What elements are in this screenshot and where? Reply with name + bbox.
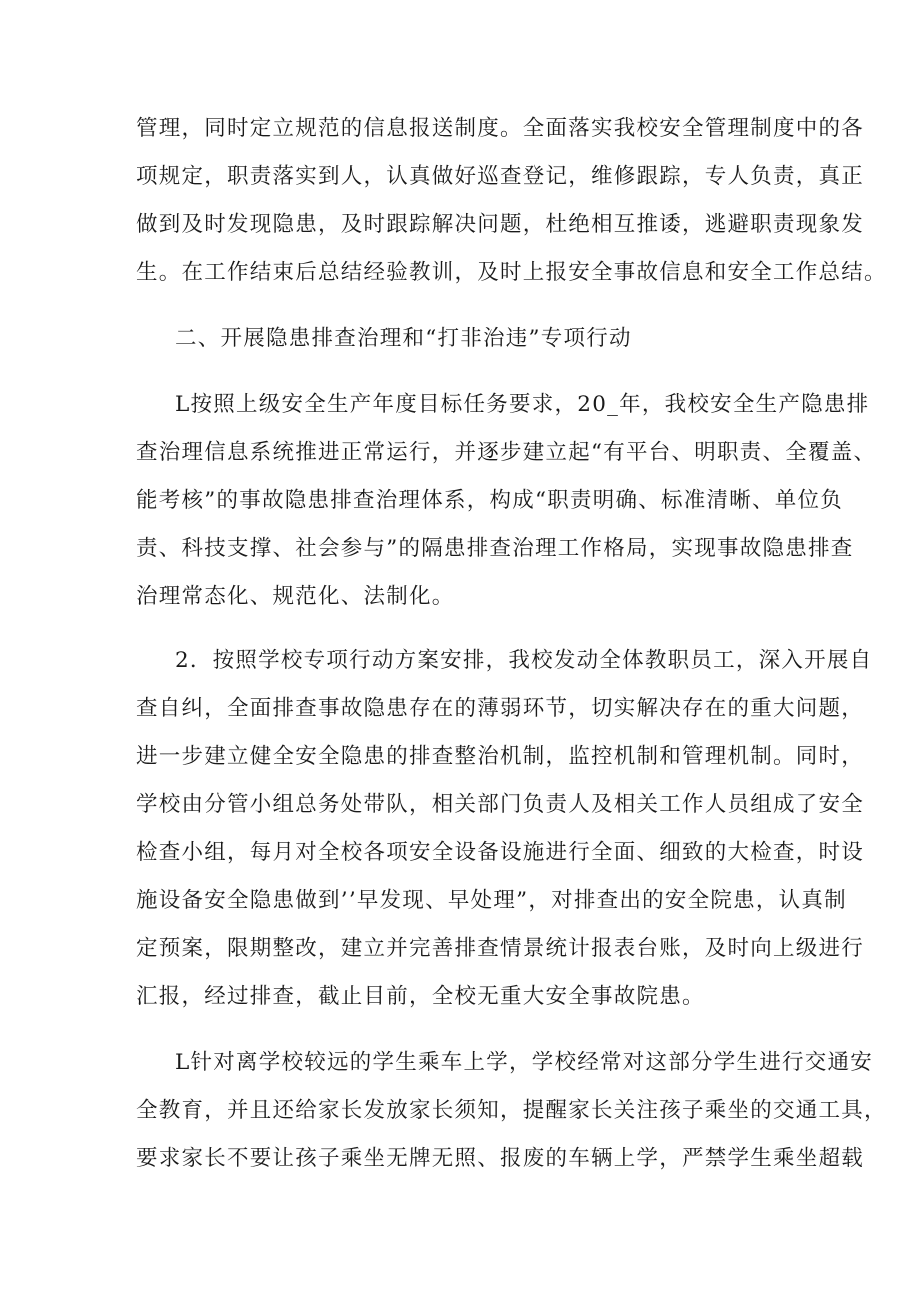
paragraph-line: 要求家长不要让孩子乘坐无牌无照、报废的车辆上学，严禁学生乘坐超载 <box>136 1146 865 1171</box>
paragraph-line: 项规定，职责落实到人，认真做好巡查登记，维修跟踪，专人负责，真正 <box>136 164 865 189</box>
paragraph-line: 施设备安全隐患做到’’早发现、早处理”，对排查出的安全院患，认真制 <box>136 888 847 913</box>
paragraph-line: 查治理信息系统推进正常运行，并逐步建立起“有平台、明职责、全覆盖、 <box>136 440 877 465</box>
paragraph-line: 学校由分管小组总务处带队，相关部门负责人及相关工作人员组成了安全 <box>136 792 865 817</box>
paragraph-line: 管理，同时定立规范的信息报送制度。全面落实我校安全管理制度中的各 <box>136 116 865 141</box>
paragraph-line: 生。在工作结束后总结经验教训，及时上报安全事故信息和安全工作总结。 <box>136 260 887 285</box>
paragraph-line: 做到及时发现隐患，及时跟踪解决问题，杜绝相互推诿，逃避职责现象发 <box>136 212 865 237</box>
paragraph-line: L按照上级安全生产年度目标任务要求，20_年，我校安全生产隐患排 <box>175 392 870 417</box>
paragraph-line: 查自纠，全面排查事故隐患存在的薄弱环节，切实解决存在的重大问题， <box>136 696 865 721</box>
paragraph-line: 治理常态化、规范化、法制化。 <box>136 584 455 609</box>
paragraph-line: 进一步建立健全安全隐患的排查整治机制，监控机制和管理机制。同时， <box>136 744 865 769</box>
paragraph-line: 能考核”的事故隐患排查治理体系，构成“职责明确、标准清晰、单位负 <box>136 488 843 513</box>
paragraph-line: L针对离学校较远的学生乘车上学，学校经常对这部分学生进行交通安 <box>175 1050 874 1075</box>
paragraph-line: 全教育，并且还给家长发放家长须知，提醒家长关注孩子乘坐的交通工具， <box>136 1098 887 1123</box>
paragraph-line: 责、科技支撑、社会参与”的隔患排查治理工作格局，实现事故隐患排查 <box>136 536 854 561</box>
paragraph-line: 检查小组，每月对全校各项安全设备设施进行全面、细致的大检查，时设 <box>136 840 865 865</box>
paragraph-line: 2．按照学校专项行动方案安排，我校发动全体教职员工，深入开展自 <box>175 648 873 673</box>
paragraph-line: 定预案，限期整改，建立并完善排查情景统计报表台账，及时向上级进行 <box>136 936 865 961</box>
section-heading: 二、开展隐患排查治理和“打非治违”专项行动 <box>175 326 632 351</box>
paragraph-line: 汇报，经过排查，截止目前，全校无重大安全事故院患。 <box>136 984 705 1009</box>
